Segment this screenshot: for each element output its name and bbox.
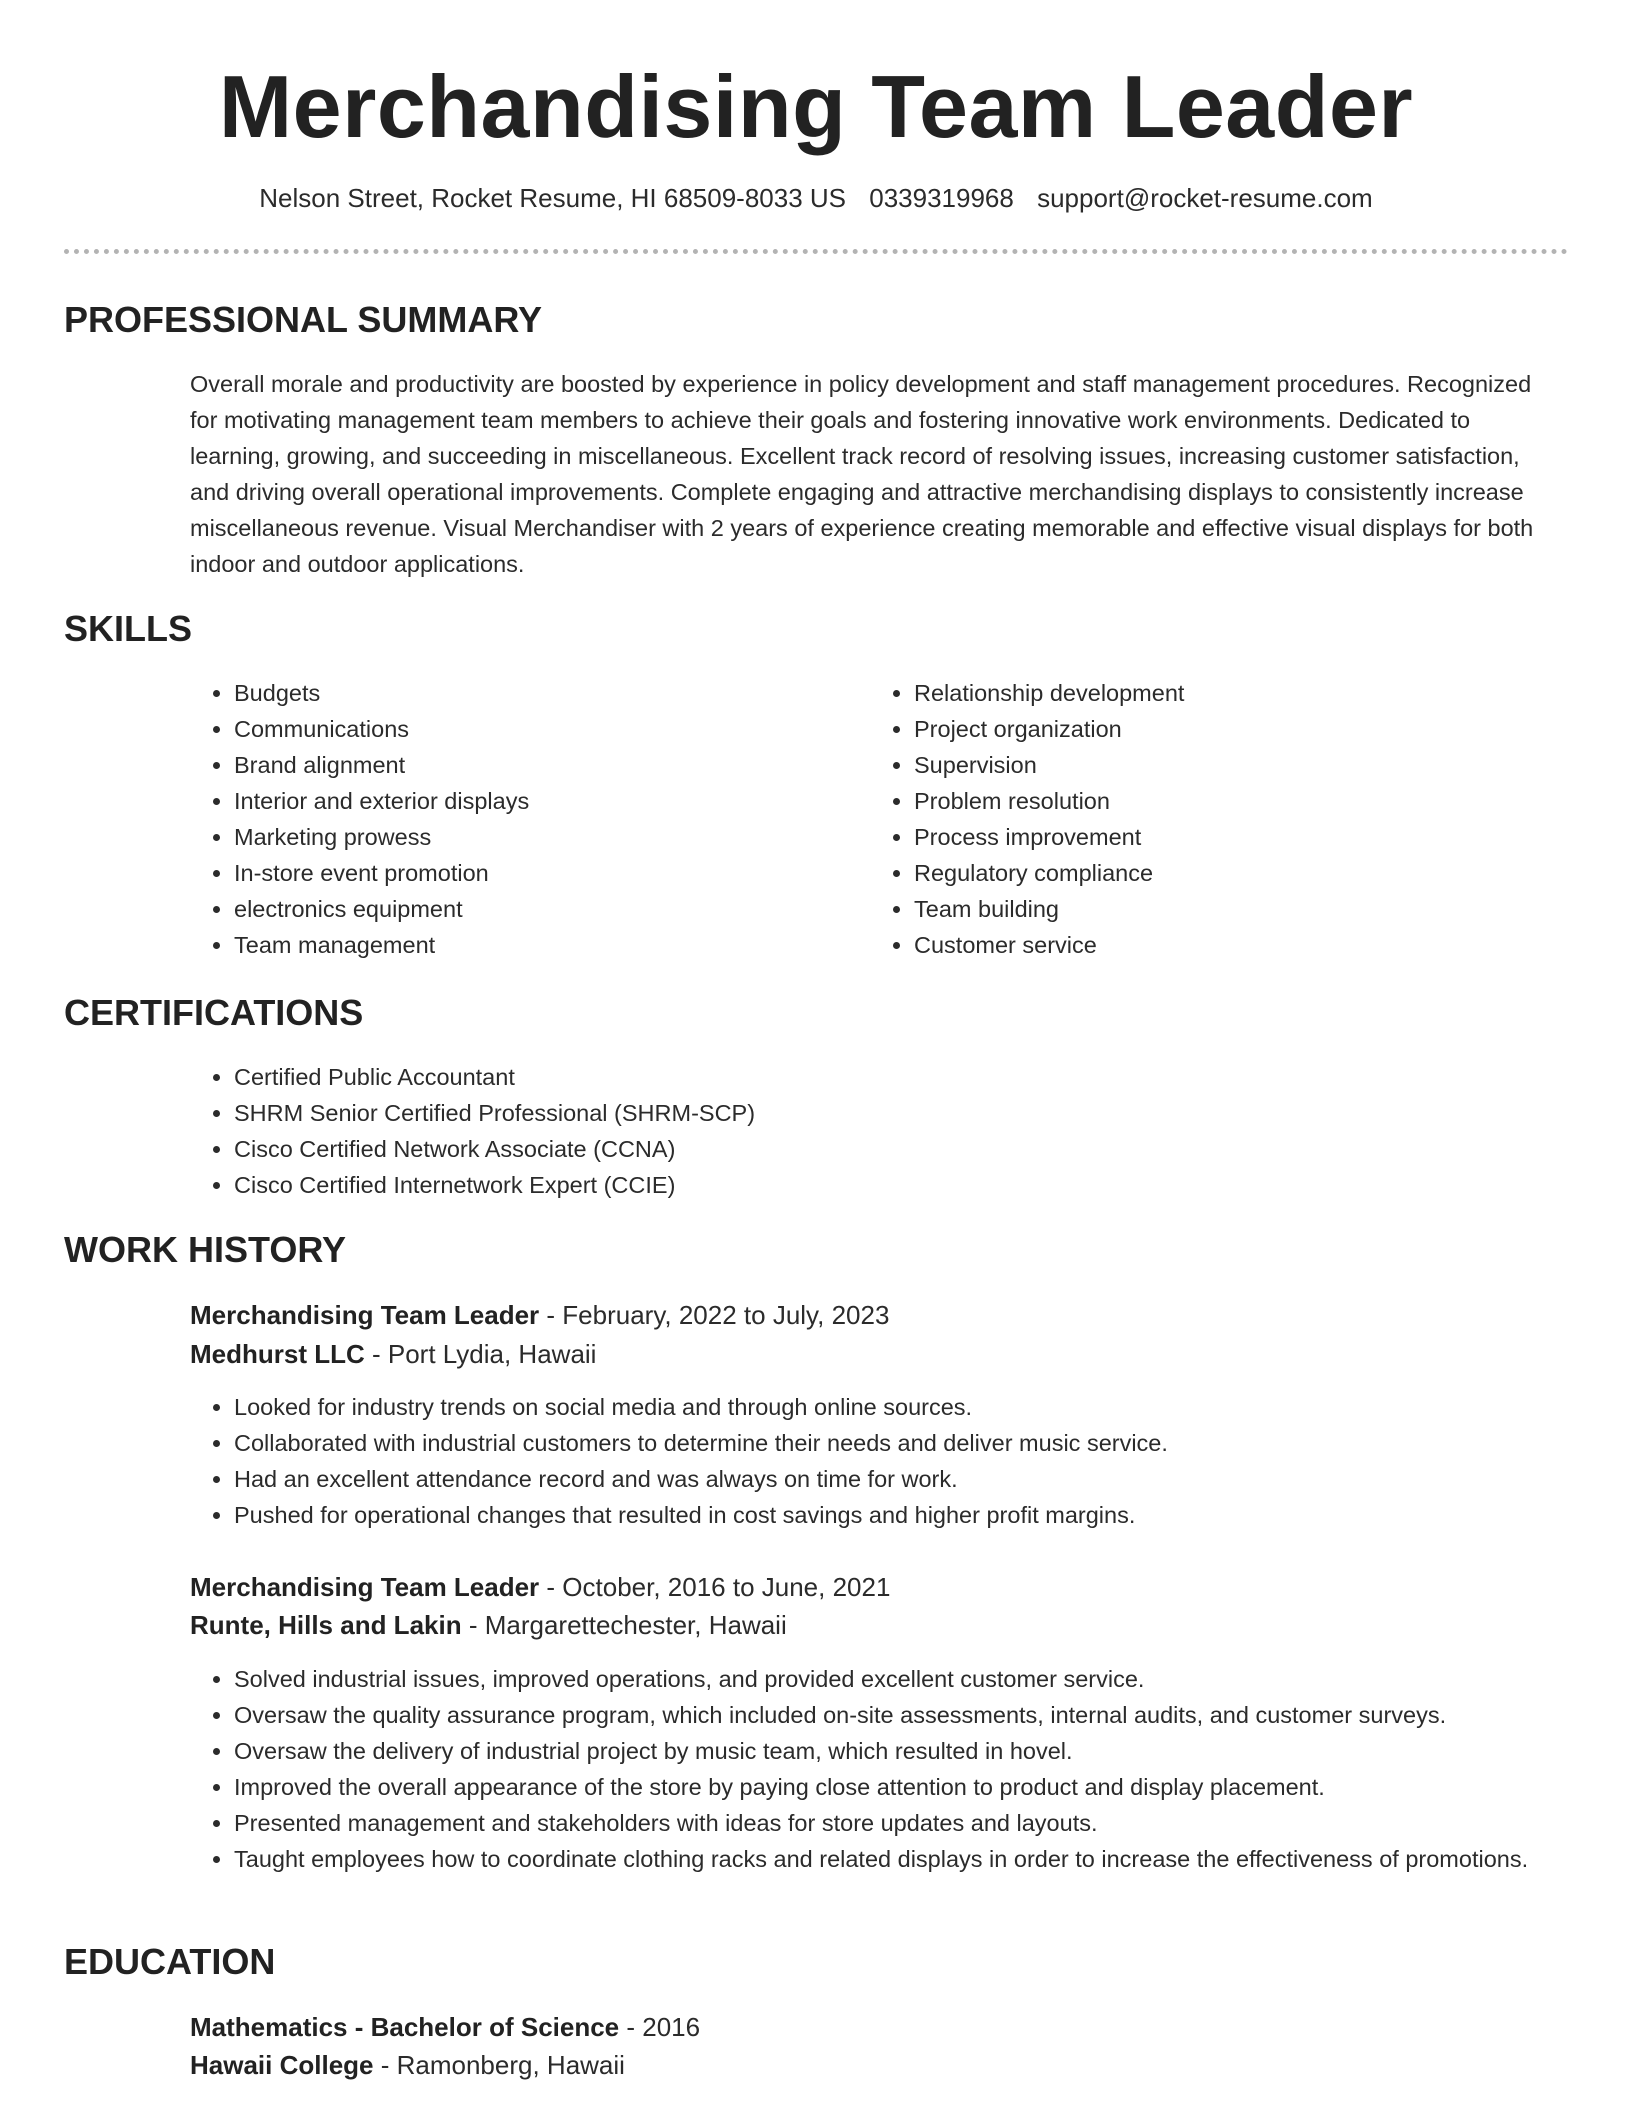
- job-dates: - February, 2022 to July, 2023: [546, 1300, 890, 1330]
- job-duty-item: • Had an excellent attendance record and was always on time for work.: [234, 1461, 1560, 1497]
- job-duties-list: [190, 1661, 1560, 1877]
- skill-item: • Project organization: [914, 711, 1530, 747]
- job-duty-item: • Looked for industry trends on social media and through online sources.: [234, 1389, 1560, 1425]
- section-title-education: EDUCATION: [64, 1941, 276, 1982]
- contact-line: [0, 180, 1632, 216]
- certification-item: • Certified Public Accountant: [234, 1059, 1490, 1095]
- certification-item: • Cisco Certified Internetwork Expert (CCIE): [234, 1167, 1490, 1203]
- job-title-line: [190, 1568, 890, 1606]
- skills-column-right: [870, 675, 1530, 963]
- job-duty-item: • Pushed for operational changes that resulted in cost savings and higher profit margins.: [234, 1497, 1560, 1533]
- job-role: Merchandising Team Leader: [190, 1572, 540, 1602]
- skill-item: • Supervision: [914, 747, 1530, 783]
- skill-item: • Budgets: [234, 675, 830, 711]
- job-duty-item: • Improved the overall appearance of the store by paying close attention to product and display placement.: [234, 1769, 1560, 1805]
- skill-item: • Marketing prowess: [234, 819, 830, 855]
- skill-item: • electronics equipment: [234, 891, 830, 927]
- job-duty-item: • Oversaw the quality assurance program, which included on-site assessments, internal audits, and customer surveys.: [234, 1697, 1560, 1733]
- skill-item: • Communications: [234, 711, 830, 747]
- contact-email: support@rocket-resume.com: [1037, 183, 1373, 213]
- contact-phone: 0339319968: [869, 183, 1014, 213]
- skill-item: • Interior and exterior displays: [234, 783, 830, 819]
- job-duty-item: • Oversaw the delivery of industrial project by music team, which resulted in hovel.: [234, 1733, 1560, 1769]
- skill-item: • Team management: [234, 927, 830, 963]
- education-year: - 2016: [626, 2012, 701, 2042]
- education-location: - Ramonberg, Hawaii: [380, 2050, 625, 2080]
- section-title-work-history: WORK HISTORY: [64, 1229, 347, 1270]
- job-duty-item: • Solved industrial issues, improved operations, and provided excellent customer service.: [234, 1661, 1560, 1697]
- skill-item: • Customer service: [914, 927, 1530, 963]
- job-title-line: [190, 1296, 889, 1334]
- education-degree: Mathematics - Bachelor of Science: [190, 2012, 620, 2042]
- job-location: - Port Lydia, Hawaii: [372, 1339, 597, 1369]
- skill-item: • Brand alignment: [234, 747, 830, 783]
- certification-item: • SHRM Senior Certified Professional (SHRM-SCP): [234, 1095, 1490, 1131]
- section-title-skills: SKILLS: [64, 608, 193, 649]
- header-divider: [64, 249, 1568, 254]
- job-company-line: [190, 1335, 596, 1373]
- education-school-line: [190, 2046, 625, 2084]
- education-school: Hawaii College: [190, 2050, 374, 2080]
- job-duty-item: • Presented management and stakeholders with ideas for store updates and layouts.: [234, 1805, 1560, 1841]
- education-degree-line: [190, 2008, 700, 2046]
- job-role: Merchandising Team Leader: [190, 1300, 540, 1330]
- skill-item: • Regulatory compliance: [914, 855, 1530, 891]
- job-duties-list: [190, 1389, 1560, 1533]
- job-company: Medhurst LLC: [190, 1339, 365, 1369]
- job-location: - Margarettechester, Hawaii: [468, 1610, 787, 1640]
- certification-item: • Cisco Certified Network Associate (CCNA): [234, 1131, 1490, 1167]
- skill-item: • Team building: [914, 891, 1530, 927]
- skill-item: • In-store event promotion: [234, 855, 830, 891]
- job-company-line: [190, 1606, 787, 1644]
- certifications-list: [190, 1059, 1490, 1203]
- contact-address: Nelson Street, Rocket Resume, HI 68509-8033 US: [259, 183, 847, 213]
- skill-item: • Process improvement: [914, 819, 1530, 855]
- job-duty-item: • Collaborated with industrial customers to determine their needs and deliver music service.: [234, 1425, 1560, 1461]
- resume-name: Merchandising Team Leader: [218, 57, 1414, 156]
- job-company: Runte, Hills and Lakin: [190, 1610, 462, 1640]
- skill-item: • Relationship development: [914, 675, 1530, 711]
- job-dates: - October, 2016 to June, 2021: [546, 1572, 891, 1602]
- section-title-summary: PROFESSIONAL SUMMARY: [64, 299, 543, 340]
- skills-column-left: [190, 675, 830, 963]
- skill-item: • Problem resolution: [914, 783, 1530, 819]
- section-title-certifications: CERTIFICATIONS: [64, 992, 364, 1033]
- summary-text: Overall morale and productivity are boosted by experience in policy development and staff management procedures. Recognized for motivating management team members to achieve their goals and fostering innovative work environments. Dedicated to learning, growing, and succeeding in miscellaneous. Excellent track record of resolving issues, increasing customer satisfaction, and driving overall operational improvements. Complete engaging and attractive merchandising displays to consistently increase miscellaneous revenue. Visual Merchandiser with 2 years of experience creating memorable and effective visual displays for both indoor and outdoor applications.: [190, 371, 1534, 577]
- job-duty-item: • Taught employees how to coordinate clothing racks and related displays in order to increase the effectiveness of promotions.: [234, 1841, 1560, 1877]
